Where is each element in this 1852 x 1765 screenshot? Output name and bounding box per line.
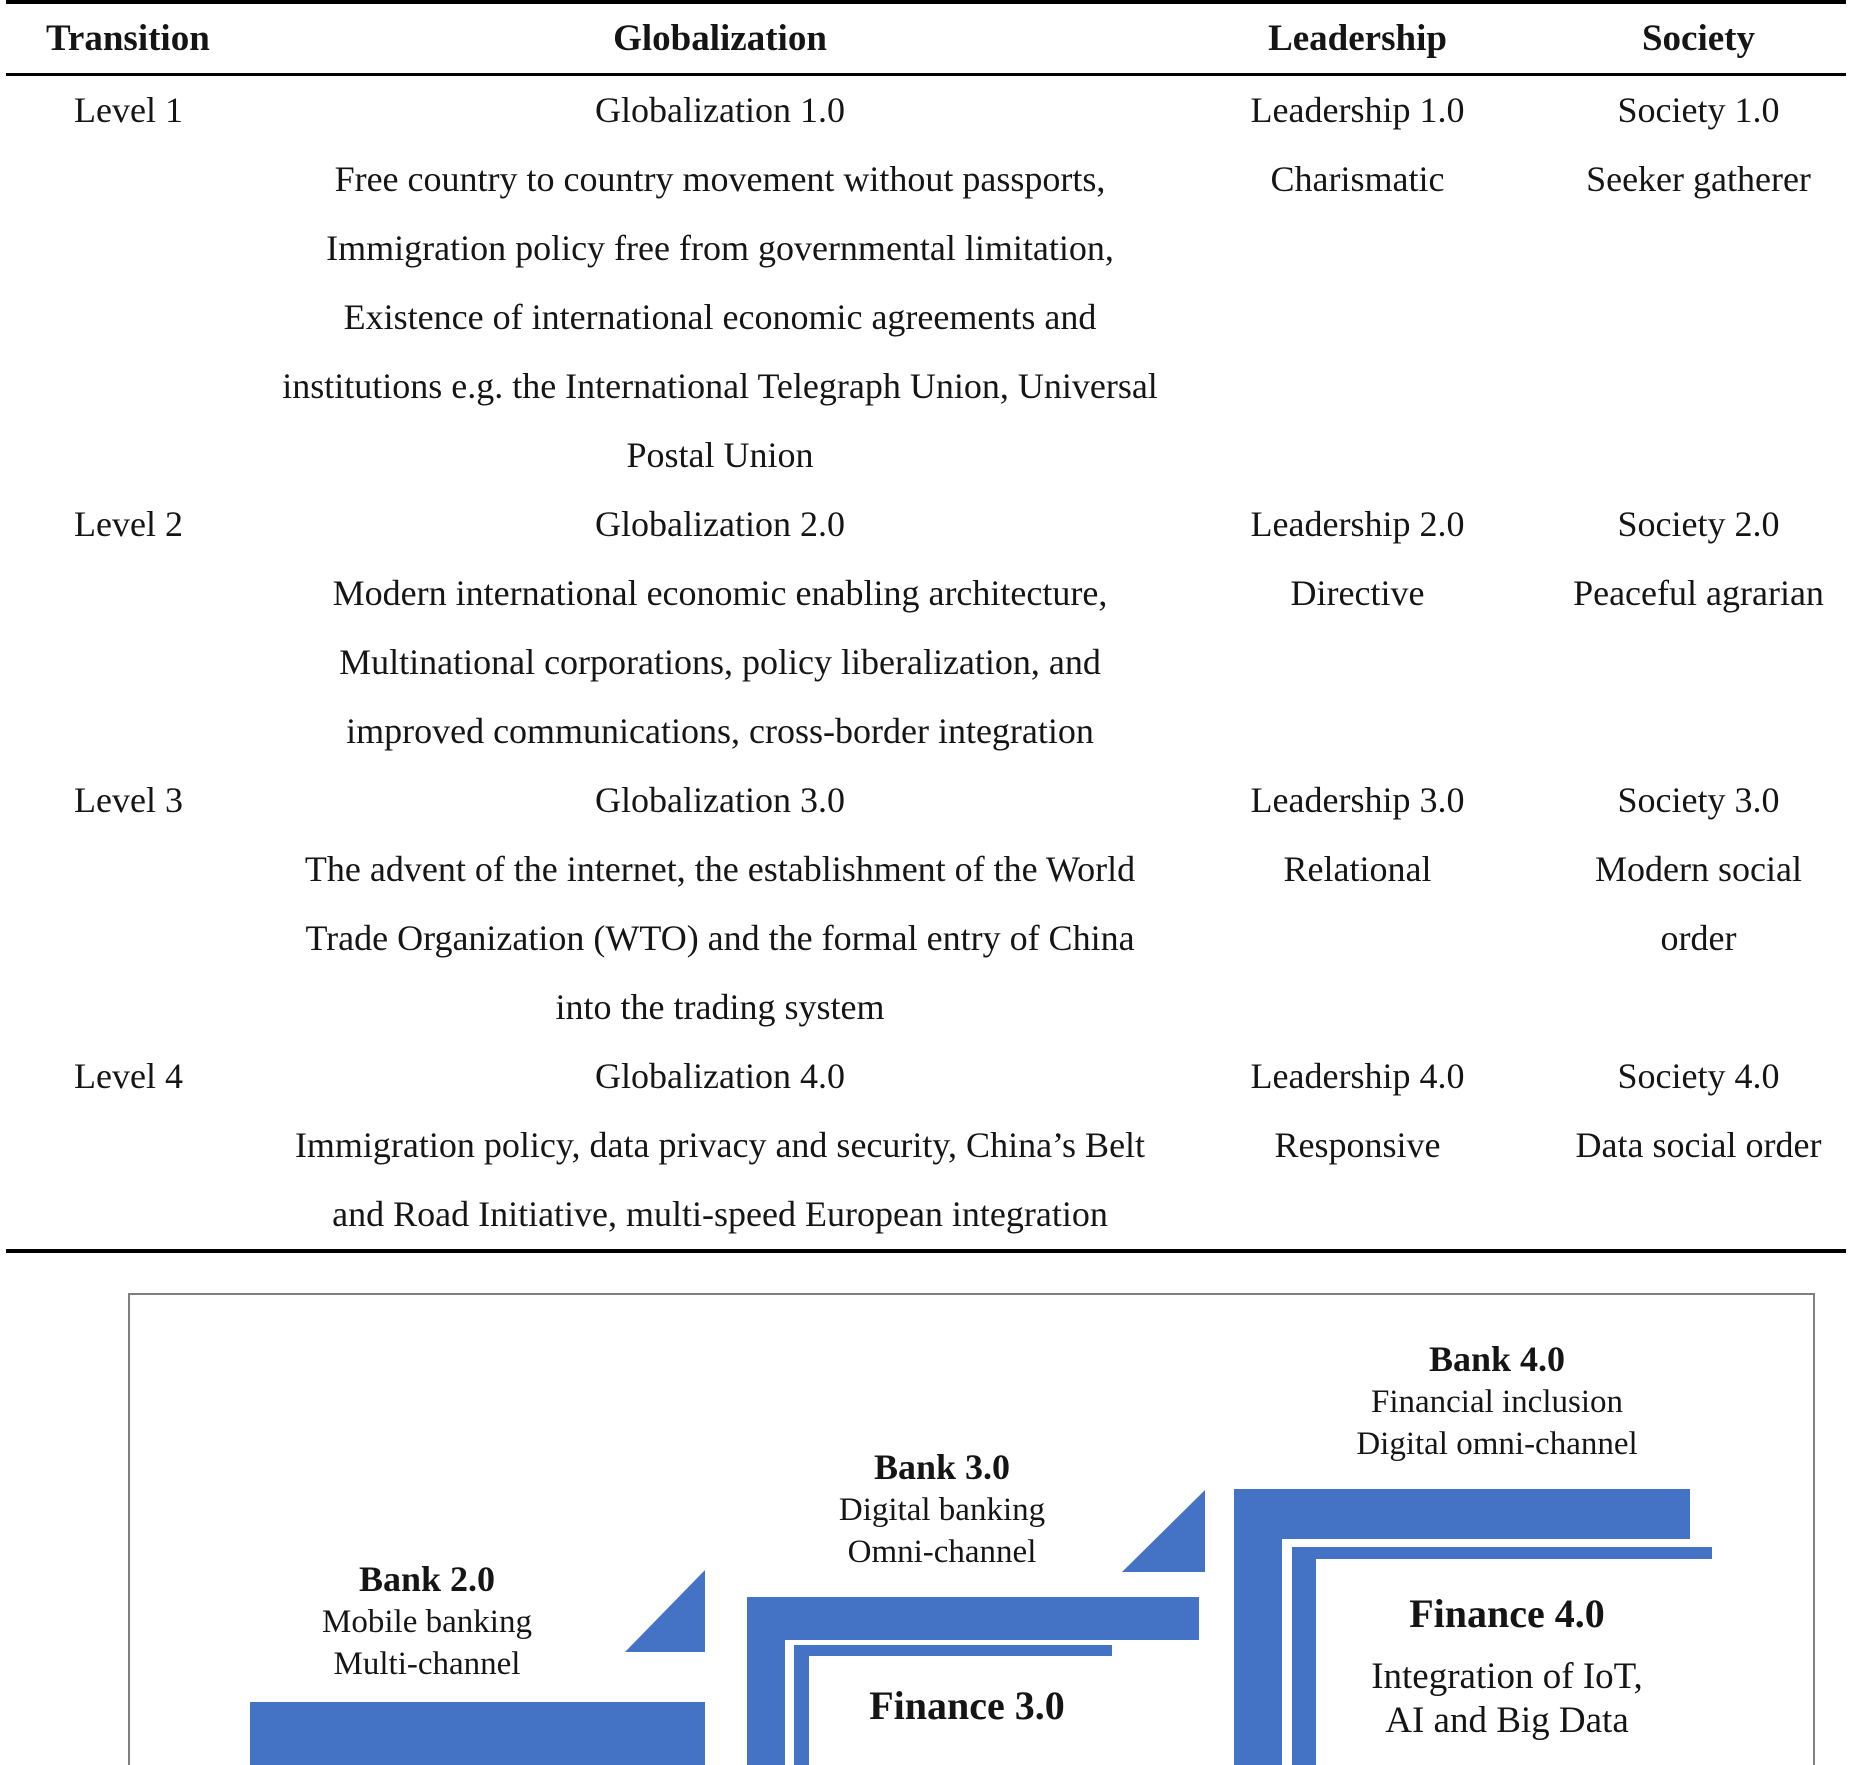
globalization-desc-line: Modern international economic enabling architecture,: [332, 573, 1108, 613]
bank3-line2: Omni-channel: [847, 1534, 1037, 1570]
table-row: [0, 1042, 1852, 1249]
transition-cell: [0, 490, 270, 766]
table-body: [0, 76, 1852, 1249]
col-header-transition: Transition: [46, 18, 210, 59]
society-desc-line: Data social order: [1575, 1125, 1822, 1165]
globalization-desc-line: institutions e.g. the International Telegraph Union, Universal: [282, 366, 1158, 406]
col-header-leadership: Leadership: [1268, 18, 1447, 59]
society-title: Society 4.0: [1617, 1056, 1780, 1096]
finance3-label: [869, 1683, 1065, 1729]
transition-cell: [0, 76, 270, 490]
transition-cell: [0, 1042, 270, 1249]
globalization-desc-line: Multinational corporations, policy liberalization, and: [339, 642, 1101, 682]
leadership-title: Leadership 2.0: [1250, 504, 1465, 544]
globalization-cell: [270, 1042, 1170, 1249]
society-cell: [1545, 490, 1852, 766]
step3-tread-bar: [1234, 1489, 1690, 1539]
leadership-title: Leadership 4.0: [1250, 1056, 1465, 1096]
leadership-desc-line: Charismatic: [1270, 159, 1445, 199]
level-label: Level 1: [74, 90, 183, 130]
leadership-cell: [1170, 490, 1545, 766]
globalization-desc-line: Postal Union: [626, 435, 814, 475]
globalization-desc-line: Immigration policy, data privacy and security, China’s Belt: [294, 1125, 1146, 1165]
step2-tread-bar: [747, 1597, 1199, 1640]
bank3-label: [839, 1445, 1045, 1573]
step2-inner-border-top: [794, 1645, 1112, 1656]
globalization-desc-line: and Road Initiative, multi-speed European integration: [332, 1194, 1108, 1234]
globalization-title: Globalization 4.0: [595, 1056, 845, 1096]
finance4-label: [1371, 1591, 1643, 1743]
society-title: Society 3.0: [1617, 780, 1780, 820]
step2-inner-border-left: [794, 1645, 809, 1765]
globalization-desc-line: Existence of international economic agreements and: [343, 297, 1097, 337]
finance4-title: Finance 4.0: [1409, 1591, 1605, 1636]
level-label: Level 2: [74, 504, 183, 544]
society-title: Society 2.0: [1617, 504, 1780, 544]
bank4-line1: Financial inclusion: [1370, 1384, 1624, 1420]
leadership-desc-line: Relational: [1283, 849, 1432, 889]
step3-riser-bar: [1234, 1489, 1282, 1765]
globalization-title: Globalization 1.0: [595, 90, 845, 130]
finance4-line2: AI and Big Data: [1385, 1700, 1629, 1741]
table-row: [0, 76, 1852, 490]
globalization-desc-line: Immigration policy free from governmental limitation,: [326, 228, 1114, 268]
society-cell: [1545, 76, 1852, 490]
table-bottom-rule: [6, 1249, 1846, 1253]
table-header-row: [0, 4, 1852, 73]
globalization-desc-line: Trade Organization (WTO) and the formal entry of China: [305, 918, 1135, 958]
leadership-title: Leadership 1.0: [1250, 90, 1465, 130]
level-label: Level 3: [74, 780, 183, 820]
bank2-line1: Mobile banking: [322, 1604, 532, 1640]
table-row: [0, 766, 1852, 1042]
bank-evolution-figure: [128, 1293, 1815, 1765]
globalization-desc-line: The advent of the internet, the establishment of the World: [304, 849, 1136, 889]
leadership-desc-line: Directive: [1290, 573, 1425, 613]
society-desc-line: Peaceful agrarian: [1573, 573, 1824, 613]
globalization-title: Globalization 3.0: [595, 780, 845, 820]
bank4-label: [1356, 1337, 1637, 1465]
society-cell: [1545, 1042, 1852, 1249]
step1-tread-bar: [250, 1702, 705, 1765]
leadership-cell: [1170, 76, 1545, 490]
globalization-cell: [270, 490, 1170, 766]
finance4-line1: Integration of IoT,: [1371, 1656, 1643, 1697]
bank3-line1: Digital banking: [838, 1492, 1046, 1528]
table-row: [0, 490, 1852, 766]
globalization-desc-line: improved communications, cross-border integration: [346, 711, 1094, 751]
bank4-line2: Digital omni-channel: [1356, 1426, 1638, 1462]
globalization-cell: [270, 76, 1170, 490]
leadership-cell: [1170, 766, 1545, 1042]
leadership-cell: [1170, 1042, 1545, 1249]
society-title: Society 1.0: [1617, 90, 1780, 130]
globalization-desc-line: into the trading system: [555, 987, 885, 1027]
bank2-label: [322, 1557, 532, 1685]
level-label: Level 4: [74, 1056, 183, 1096]
bank2-title: Bank 2.0: [358, 1559, 496, 1599]
transition-cell: [0, 766, 270, 1042]
step3-inner-border-left: [1292, 1547, 1316, 1765]
society-desc-line: order: [1660, 918, 1737, 958]
globalization-desc-line: Free country to country movement without passports,: [334, 159, 1106, 199]
step1-ramp-triangle-icon: [625, 1570, 705, 1652]
leadership-desc-line: Responsive: [1274, 1125, 1441, 1165]
step2-ramp-triangle-icon: [1122, 1490, 1205, 1572]
finance3-title: Finance 3.0: [869, 1683, 1065, 1728]
bank4-title: Bank 4.0: [1428, 1339, 1566, 1379]
society-cell: [1545, 766, 1852, 1042]
globalization-cell: [270, 766, 1170, 1042]
society-desc-line: Seeker gatherer: [1586, 159, 1811, 199]
society-desc-line: Modern social: [1595, 849, 1802, 889]
globalization-title: Globalization 2.0: [595, 504, 845, 544]
bank2-line2: Multi-channel: [333, 1646, 521, 1682]
col-header-globalization: Globalization: [613, 18, 827, 59]
bank3-title: Bank 3.0: [873, 1447, 1011, 1487]
step3-inner-border-top: [1292, 1547, 1712, 1559]
leadership-title: Leadership 3.0: [1250, 780, 1465, 820]
col-header-society: Society: [1641, 18, 1756, 59]
